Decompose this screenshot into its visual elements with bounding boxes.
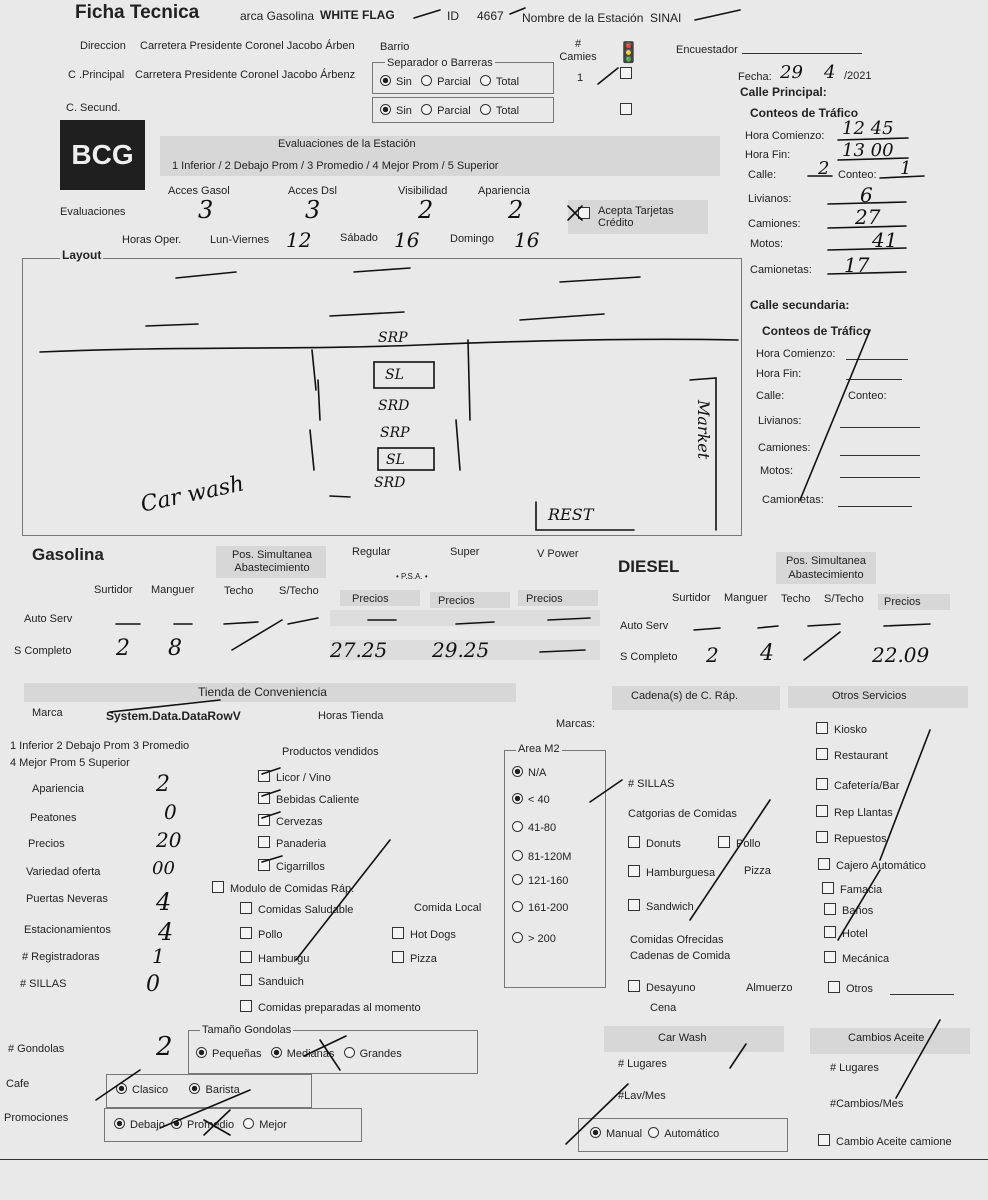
puertas-value: 4 [156,888,172,916]
marca-label: arca Gasolina [240,9,315,23]
visibilidad-label: Visibilidad [398,185,448,197]
panaderia-option[interactable]: Panaderia [258,836,326,850]
aceite-camiones-option[interactable]: Cambio Aceite camione [818,1134,952,1148]
tamano-options: Pequeñas Medianas Grandes [196,1047,402,1060]
regular-label: Regular [352,546,391,558]
tienda-marca-label: Marca [32,707,63,719]
area-opt-3[interactable]: 41-80 [512,821,556,834]
fecha-label: Fecha: [738,71,772,83]
sc-regular-value: 27.25 [330,638,388,662]
calle-principal-title: Calle Principal: [740,85,827,99]
cafeteria-option[interactable]: Cafetería/Bar [816,778,899,792]
srd-label-2: SRD [374,475,406,491]
kiosko-option[interactable]: Kiosko [816,722,867,736]
principal-value: Carretera Presidente Coronel Jacobo Árbenz [135,69,356,81]
conteo-sec-label: Conteo: [848,390,887,402]
secund-label: C. Secund. [66,102,121,114]
diesel-title: DIESEL [618,557,680,576]
hora-comienzo-sec-label: Hora Comienzo: [756,348,836,360]
automatico-radio[interactable] [648,1127,659,1138]
pollo-t-option[interactable]: Pollo [240,927,282,941]
licor-option[interactable]: Licor / Vino [258,770,331,784]
barista-radio[interactable] [189,1083,200,1094]
separador-secund-options: Sin Parcial Total [380,104,519,117]
cadenas-title: Cadena(s) de C. Ráp. [631,690,738,702]
hotdogs-option[interactable]: Hot Dogs [392,927,456,941]
ofrecidas-label: Comidas Ofrecidas Cadenas de Comida [630,934,731,962]
camiones-value: 1 [577,72,584,84]
area-opt-5[interactable]: 121-160 [512,874,568,887]
productos-label: Productos vendidos [282,746,379,758]
camiones-label: # Camies [559,38,597,63]
pizza-c-label: Pizza [744,865,771,877]
manguer-label: Manguer [151,584,195,596]
layout-label: Layout [62,248,102,262]
market-label: Market [694,400,713,460]
precios-label-2: Precios [438,595,475,607]
stecho-label: S/Techo [279,585,319,597]
area-opt-2[interactable]: < 40 [512,793,550,806]
hora-comienzo-value: 12 45 [842,118,894,139]
diesel-manguer-value: 4 [760,641,774,666]
debajo-radio[interactable] [114,1118,125,1129]
sl-label-1: SL [385,367,404,383]
hamburguesa-option[interactable]: Hamburguesa [628,865,715,879]
camiones-check-2[interactable] [620,102,638,117]
motos-sec-label: Motos: [760,465,794,477]
parcial-radio-2[interactable] [421,104,432,115]
id-label: ID [447,9,459,23]
almuerzo-label: Almuerzo [746,982,793,994]
hora-fin-sec-label: Hora Fin: [756,368,802,380]
modulo-option[interactable]: Modulo de Comidas Ráp. [212,881,354,895]
aceite-lugares-label: # Lugares [830,1062,879,1074]
camionetas-label: Camionetas: [750,264,812,276]
hamburgu-option[interactable]: Hamburgu [240,951,309,965]
acces-dsl-label: Acces Dsl [288,185,337,197]
carwash-title: Car Wash [658,1032,707,1044]
direccion-label: Direccion [80,40,126,52]
estacionamientos-label: Estacionamientos [24,924,111,936]
separador-label: Separador o Barreras [387,57,493,69]
cafe-options: Clasico Barista [116,1083,240,1096]
precios-label-1: Precios [352,593,389,605]
estacion-label: Nombre de la Estación [522,11,644,25]
livianos-label: Livianos: [748,193,792,205]
precios-t-label: Precios [28,838,65,850]
apariencia-label: Apariencia [478,185,530,197]
apariencia-value: 2 [508,196,524,224]
hora-fin-value: 13 00 [842,140,894,161]
motos-value: 41 [872,228,898,252]
calle-sec-label: Calle: [756,390,785,402]
variedad-value: 00 [152,858,175,879]
encuestador-line[interactable] [742,53,862,54]
cadenas-sillas-label: # SILLAS [628,778,675,790]
conteo-label: Conteo: [838,169,877,181]
registradoras-value: 1 [152,944,165,968]
pollo-c-option[interactable]: Pollo [718,836,760,850]
diesel-stecho-label: S/Techo [824,593,864,605]
diesel-surtidor-label: Surtidor [672,592,711,604]
lun-viernes-label: Lun-Viernes [210,234,270,246]
separador-principal-options: Sin Parcial Total [380,75,519,88]
horas-tienda-label: Horas Tienda [318,710,384,722]
tienda-title: Tienda de Conveniencia [198,685,327,699]
camiones-sec-line[interactable] [840,455,920,456]
camionetas-value: 17 [844,253,870,277]
evaluaciones-title: Evaluaciones de la Estación [278,138,416,150]
calle-label: Calle: [748,169,777,181]
cajero-option[interactable]: Cajero Automático [818,858,926,872]
puertas-label: Puertas Neveras [26,893,108,905]
sc-manguer-value: 8 [168,636,182,661]
area-title: Area M2 [518,743,560,755]
tamano-label: Tamaño Gondolas [202,1024,292,1036]
area-box [504,750,606,988]
car-wash-label: Car wash [138,471,247,518]
restaurant-option[interactable]: Restaurant [816,748,888,762]
calle-value: 2 [818,158,830,179]
sabado-value: 16 [394,228,420,252]
cigarrillos-option[interactable]: Cigarrillos [258,859,325,873]
promociones-label: Promociones [4,1112,69,1124]
bebidas-option[interactable]: Bebidas Caliente [258,792,359,806]
desayuno-option[interactable]: Desayuno [628,980,696,994]
hora-fin-sec-line[interactable] [846,379,902,380]
hora-comienzo-sec-line[interactable] [846,359,908,360]
marcas-label: Marcas: [556,718,596,730]
promedio-radio[interactable] [171,1118,182,1129]
variedad-label: Variedad oferta [26,866,101,878]
total-radio-2[interactable] [480,104,491,115]
camionetas-sec-label: Camionetas: [762,494,824,506]
srp-label-1: SRP [378,330,408,346]
precios-t-value: 20 [156,828,182,852]
grandes-radio[interactable] [344,1047,355,1058]
tarjetas-checkbox[interactable] [578,206,596,221]
total-radio[interactable] [480,75,491,86]
diesel-techo-label: Techo [781,593,811,605]
livianos-value: 6 [860,183,873,207]
rep-llantas-option[interactable]: Rep Llantas [816,805,893,819]
sanduich-option[interactable]: Sanduich [240,974,304,988]
bcg-logo: BCG [60,120,145,190]
diesel-s-completo-label: S Completo [620,651,678,663]
mejor-radio[interactable] [243,1118,254,1129]
rest-label: REST [548,505,594,524]
sin-radio[interactable] [380,75,391,86]
livianos-sec-label: Livianos: [758,415,802,427]
srd-label-1: SRD [378,398,410,414]
hora-fin-label: Hora Fin: [745,149,791,161]
sin-radio-2[interactable] [380,104,391,115]
repuestos-option[interactable]: Repuestos [816,831,887,845]
techo-label: Techo [224,585,254,597]
camiones-sec-label: Camiones: [758,442,811,454]
peatones-value: 0 [164,800,177,824]
cena-label: Cena [650,1002,677,1014]
aceite-title: Cambios Aceite [848,1032,925,1044]
motos-label: Motos: [750,238,784,250]
layout-box [22,258,742,536]
domingo-value: 16 [514,228,540,252]
parcial-radio[interactable] [421,75,432,86]
livianos-sec-line[interactable] [840,427,920,428]
hotel-option[interactable]: Hotel [824,926,868,940]
visibilidad-value: 2 [418,196,434,224]
tienda-scale-1: 1 Inferior 2 Debajo Prom 3 Promedio [10,740,190,752]
surtidor-label: Surtidor [94,584,133,596]
sc-surtidor-value: 2 [116,636,130,661]
carwash-lugares-label: # Lugares [618,1058,667,1070]
camiones-pr-label: Camiones: [748,218,801,230]
sc-super-value: 29.25 [432,638,490,662]
page-bottom-rule [0,1159,988,1160]
super-label: Super [450,546,480,558]
pequenas-radio[interactable] [196,1047,207,1058]
area-opt-7[interactable]: > 200 [512,932,556,945]
horas-oper-label: Horas Oper. [122,234,182,246]
gasolina-title: Gasolina [32,545,104,564]
domingo-label: Domingo [450,233,495,245]
manual-radio[interactable] [590,1127,601,1138]
sl-label-2: SL [386,452,405,468]
farmacia-option[interactable]: Famacia [822,882,882,896]
psa-label: • P.S.A. • [396,572,428,581]
otros-line[interactable] [890,994,954,995]
traffic-light-icon: 🚦 [616,42,641,64]
apariencia-t-label: Apariencia [32,783,84,795]
direccion-value: Carretera Presidente Coronel Jacobo Árben [140,40,355,52]
evaluaciones-label: Evaluaciones [60,206,126,218]
mecanica-option[interactable]: Mecánica [824,951,889,965]
gasolina-pos-label: Pos. Simultanea Abastecimiento [231,549,313,574]
aceite-cambios-label: #Cambios/Mes [830,1098,904,1110]
gondolas-value: 2 [156,1032,173,1062]
promociones-options: Debajo Promedio Mejor [114,1118,287,1131]
precios-label-3: Precios [526,593,563,605]
diesel-surtidor-value: 2 [706,643,719,667]
tarjetas-label: Acepta Tarjetas Crédito [598,205,674,229]
otros-option[interactable]: Otros [828,981,873,995]
hora-comienzo-label: Hora Comienzo: [745,130,825,142]
conteos-sec-title: Conteos de Tráfico [762,324,871,338]
estacionamientos-value: 4 [158,918,174,946]
id-value: 4667 [477,9,504,23]
area-opt-4[interactable]: 81-120M [512,850,571,863]
saludable-option[interactable]: Comidas Saludable [240,902,353,916]
camiones-check-1[interactable] [620,66,638,81]
fecha-month: 4 [824,62,836,83]
cafe-label: Cafe [6,1078,30,1090]
area-opt-6[interactable]: 161-200 [512,901,568,914]
diesel-auto-serv-label: Auto Serv [620,620,669,632]
camiones-pr-value: 27 [855,205,881,229]
marca-value: WHITE FLAG [320,8,395,22]
lun-viernes-value: 12 [286,228,312,252]
motos-sec-line[interactable] [840,477,920,478]
preparadas-option[interactable]: Comidas preparadas al momento [240,1000,421,1014]
categorias-label: Catgorias de Comidas [628,808,737,820]
acces-gasol-label: Acces Gasol [168,185,230,197]
conteos-title: Conteos de Tráfico [750,106,859,120]
acces-gasol-value: 3 [198,196,214,224]
donuts-option[interactable]: Donuts [628,836,681,850]
clasico-radio[interactable] [116,1083,127,1094]
diesel-manguer-label: Manguer [724,592,768,604]
auto-serv-label: Auto Serv [24,613,73,625]
tienda-marca-value: System.Data.DataRowV [106,709,241,723]
cervezas-option[interactable]: Cervezas [258,814,322,828]
sabado-label: Sábado [340,232,378,244]
tienda-scale-2: 4 Mejor Prom 5 Superior [10,757,130,769]
diesel-precios-label: Precios [884,596,921,608]
sandwich-option[interactable]: Sandwich [628,899,694,913]
sillas-t-label: # SILLAS [20,978,67,990]
fecha-year: /2021 [844,70,872,82]
auto-serv-shade [330,610,600,626]
form-title: Ficha Tecnica [75,2,200,23]
carwash-lavmes-label: #Lav/Mes [618,1090,666,1102]
srp-label-2: SRP [380,425,410,441]
otros-title: Otros Servicios [832,690,907,702]
pizza-t-option[interactable]: Pizza [392,951,437,965]
area-opt-1[interactable]: N/A [512,766,546,779]
evaluaciones-scale: 1 Inferior / 2 Debajo Prom / 3 Promedio / 4 Mejor Prom / 5 Superior [172,160,499,172]
apariencia-t-value: 2 [156,772,170,797]
conteo-value: 1 [900,158,912,179]
diesel-pos-label: Pos. Simultanea Abastecimiento [785,555,867,581]
comida-local-label: Comida Local [414,902,482,914]
acces-dsl-value: 3 [305,196,321,224]
registradoras-label: # Registradoras [22,951,100,963]
medianas-radio[interactable] [271,1047,282,1058]
estacion-value: SINAI [650,11,682,25]
sillas-t-value: 0 [146,972,160,997]
encuestador-label: Encuestador [676,44,738,56]
barrio-label: Barrio [380,41,410,53]
gondolas-label: # Gondolas [8,1043,65,1055]
s-completo-label: S Completo [14,645,72,657]
camionetas-sec-line[interactable] [838,506,912,507]
carwash-mode-options: Manual Automático [590,1127,719,1140]
principal-label: C .Principal [68,69,125,81]
calle-secundaria-title: Calle secundaria: [750,298,850,312]
banos-option[interactable]: Baños [824,903,873,917]
peatones-label: Peatones [30,812,77,824]
vpower-label: V Power [537,548,579,560]
diesel-precio-value: 22.09 [872,643,930,667]
fecha-day: 29 [780,62,803,83]
